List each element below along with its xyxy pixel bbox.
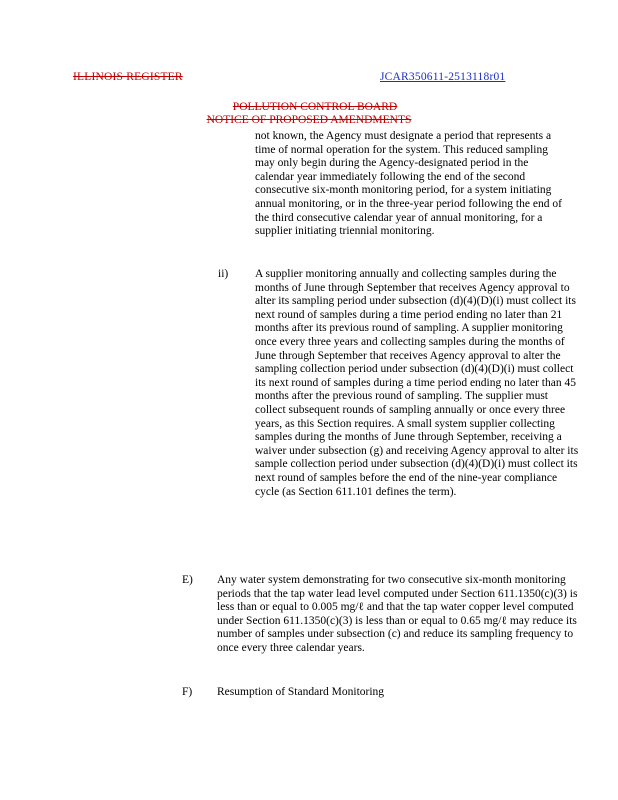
item-ii-paragraph: A supplier monitoring annually and collecting samples during the months of June through September that receives Agency approval to alter its sampling period under subsection (d)(4)(D)(i) must collect its next round of samples during a time period ending no later than 21 months after its previous round of sampling. A supplier monitoring once every three years and collecting samples during the months of June through September that receives Agency approval to alter the sampling collection period under subsection (d)(4)(D)(i) must collect its next round of samples during a time period ending no later than 45 months after the previous round of sampling. The supplier must collect subsequent rounds of sampling annually or once every three years, as this Section requires. A small system supplier collecting samples during the months of June through September, receiving a waiver under subsection (g) and receiving Agency approval to alter its sample collection period under subsection (d)(4)(D)(i) must collect its next round of samples before the end of the nine-year compliance cycle (as Section 611.101 defines the term). xyxy=(255,268,579,498)
notice-title: NOTICE OF PROPOSED AMENDMENTS xyxy=(206,114,412,126)
item-f-heading: Resumption of Standard Monitoring xyxy=(217,686,385,698)
agency-name: POLLUTION CONTROL BOARD xyxy=(232,101,398,113)
document-code: JCAR350611-2513118r01 xyxy=(380,71,506,83)
item-e-label: E) xyxy=(182,574,193,586)
item-ii-label: ii) xyxy=(218,268,229,280)
continuation-paragraph: not known, the Agency must designate a period that represents a time of normal operation for the system. This reduced sampling may only begin during the Agency-designated period in the calendar year immediately following the end of the second consecutive six-month monitoring period, for a system initiating annual monitoring, or in the three-year period following the end of the third consecutive calendar year of annual monitoring, for a supplier initiating triennial monitoring. xyxy=(255,130,562,238)
item-e-paragraph: Any water system demonstrating for two consecutive six-month monitoring periods that the tap water lead level computed under Section 611.1350(c)(3) is less than or equal to 0.005 mg/ℓ and that the tap water copper level computed under Section 611.1350(c)(3) is less than or equal to 0.65 mg/ℓ may reduce its number of samples under subsection (c) and reduce its sampling frequency to once every three calendar years. xyxy=(217,574,578,654)
item-f-label: F) xyxy=(182,686,193,698)
register-title: ILLINOIS REGISTER xyxy=(73,71,183,83)
